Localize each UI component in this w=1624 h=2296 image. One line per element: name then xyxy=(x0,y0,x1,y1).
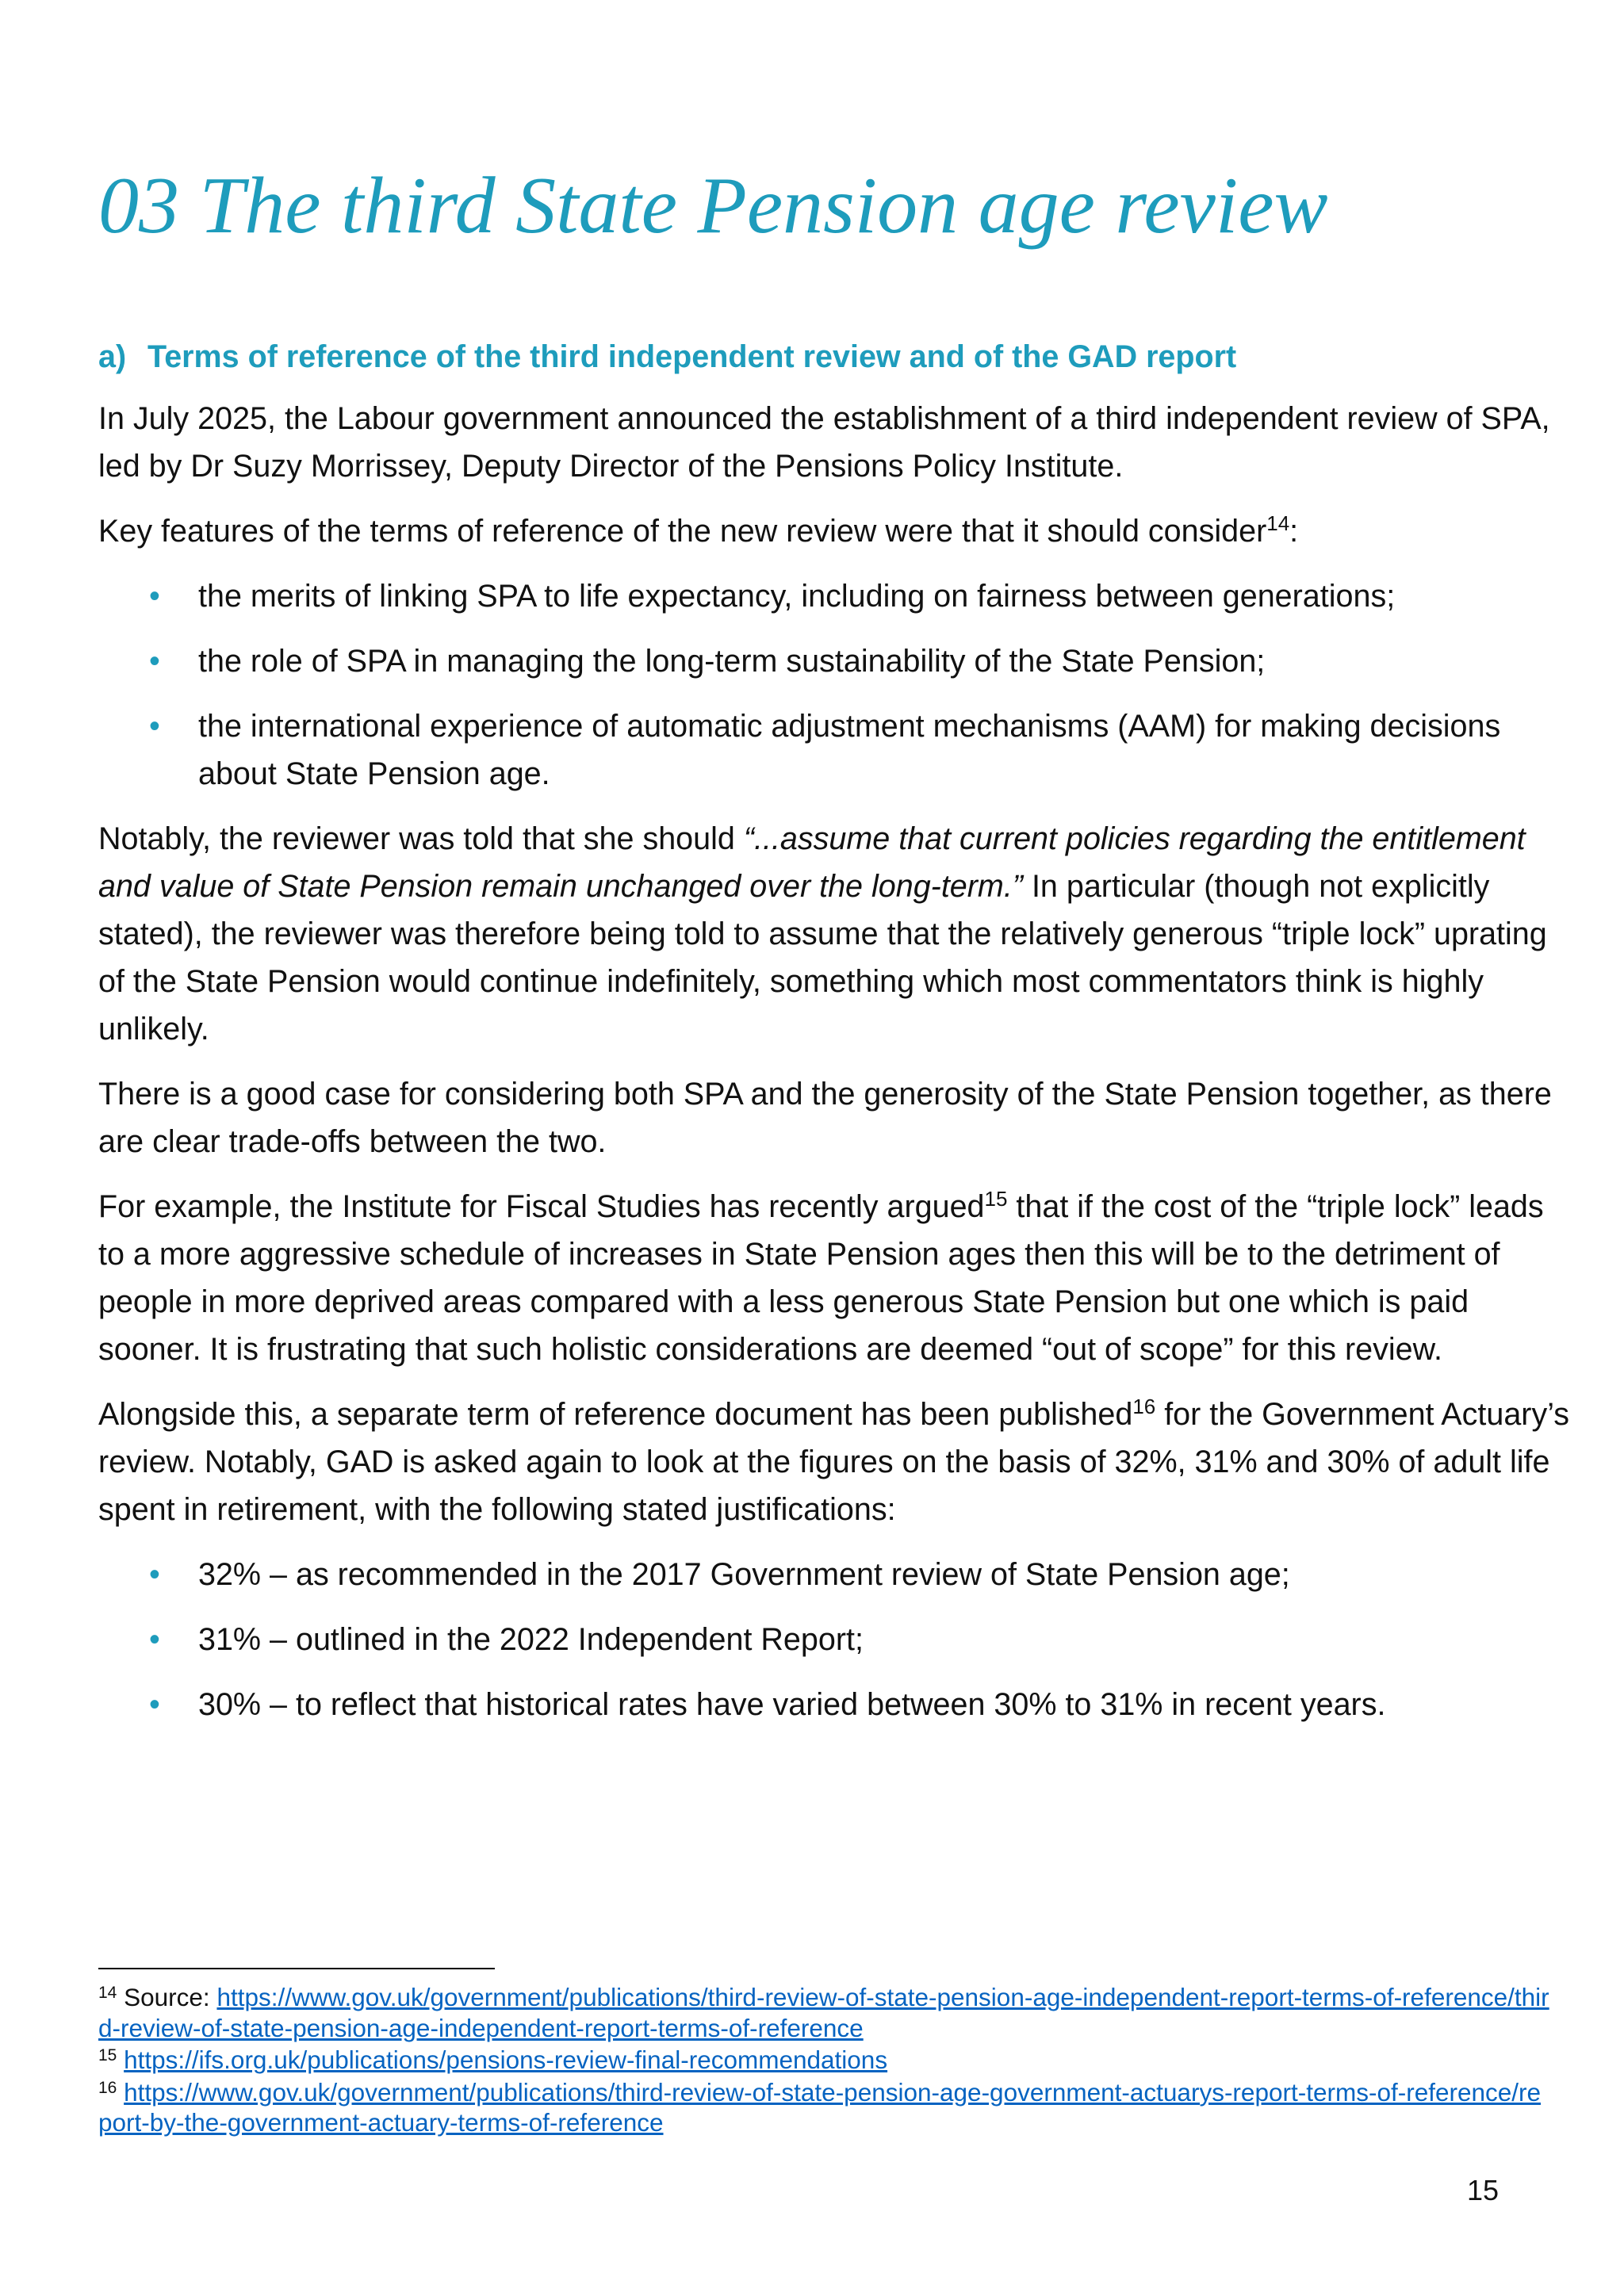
footnote-link[interactable]: https://www.gov.uk/government/publications/third-review-of-state-pension-age-independent-report-terms-of-reference/third-review-of-state-pension-age-independent-report-terms-of-reference xyxy=(98,1983,1549,2042)
list-item xyxy=(98,1681,1573,1728)
paragraph xyxy=(98,507,1573,555)
paragraph-text: that if the cost of the “triple lock” leads to a more aggressive schedule of increases in State Pension ages then this will be to the detriment of people in more deprived areas compared with a less generous State Pension but one which is paid sooner. It is frustrating that such holistic considerations are deemed “out of scope” for this review. xyxy=(98,1189,1544,1367)
subheading-number: a) xyxy=(98,339,127,374)
page-number: 15 xyxy=(1467,2174,1500,2206)
footnote-ref: 14 xyxy=(1266,511,1290,535)
list-item xyxy=(98,572,1573,620)
bullet-list-justifications xyxy=(98,1551,1573,1728)
paragraph xyxy=(98,815,1573,1053)
list-item xyxy=(98,1551,1573,1598)
paragraph: In July 2025, the Labour government announced the establishment of a third independent review of SPA, led by Dr Suzy Morrissey, Deputy Director of the Pensions Policy Institute. xyxy=(98,401,1550,484)
subheading-text: Terms of reference of the third independent review and of the GAD report xyxy=(147,339,1237,374)
section-subheading xyxy=(98,339,1236,375)
bullet-icon: • xyxy=(149,1622,160,1657)
footnote-number: 14 xyxy=(98,1984,117,2002)
bullet-icon: • xyxy=(149,709,160,744)
bullet-icon: • xyxy=(149,579,160,614)
paragraph-text: for the Government Actuary’s review. Notably, GAD is asked again to look at the figures on the basis of 32%, 31% and 30% of adult life spent in retirement, with the following stated justifications: xyxy=(98,1397,1570,1527)
body-text xyxy=(98,395,1573,1746)
footnote xyxy=(98,1982,1549,2043)
paragraph xyxy=(98,1391,1573,1533)
bullet-icon: • xyxy=(149,1557,160,1592)
footnote-number: 15 xyxy=(98,2046,117,2064)
bullet-icon: • xyxy=(149,644,160,679)
paragraph-text: Notably, the reviewer was told that she should xyxy=(98,821,744,856)
paragraph: There is a good case for considering both SPA and the generosity of the State Pension together, as there are clear trade-offs between the two. xyxy=(98,1077,1552,1159)
quoted-text: “...assume that current policies regarding the entitlement and value of State Pension remain unchanged over the long-term.” xyxy=(98,821,1526,904)
list-item xyxy=(98,637,1573,685)
list-item-text: 31% – outlined in the 2022 Independent Report; xyxy=(198,1622,864,1657)
footnote xyxy=(98,2045,1549,2076)
footnote-link[interactable]: https://ifs.org.uk/publications/pensions-review-final-recommendations xyxy=(124,2045,888,2074)
footnote-ref: 15 xyxy=(984,1187,1008,1211)
footnote xyxy=(98,2077,1549,2138)
list-item xyxy=(98,1616,1573,1663)
footnote-divider xyxy=(98,1968,495,1969)
footnote-link[interactable]: https://www.gov.uk/government/publications/third-review-of-state-pension-age-government-actuarys-report-terms-of-reference/report-by-the-government-actuary-terms-of-reference xyxy=(98,2077,1542,2137)
list-item-text: the merits of linking SPA to life expectancy, including on fairness between generations; xyxy=(198,579,1396,614)
paragraph-text: For example, the Institute for Fiscal Studies has recently argued xyxy=(98,1189,985,1224)
footnotes xyxy=(98,1982,1549,2140)
paragraph-text: Key features of the terms of reference of the new review were that it should consider xyxy=(98,514,1267,549)
paragraph-suffix: : xyxy=(1289,514,1299,549)
paragraph-text: In particular (though not explicitly stated), the reviewer was therefore being told to assume that the relatively generous “triple lock” uprating of the State Pension would continue indefinitely, something which most commentators think is highly unlikely. xyxy=(98,869,1547,1047)
list-item-text: the role of SPA in managing the long-term sustainability of the State Pension; xyxy=(198,644,1266,679)
footnote-ref: 16 xyxy=(1132,1395,1156,1418)
page-title: 03 The third State Pension age review xyxy=(98,161,1328,251)
list-item-text: 30% – to reflect that historical rates have varied between 30% to 31% in recent years. xyxy=(198,1687,1386,1722)
list-item xyxy=(98,702,1573,798)
paragraph-text: Alongside this, a separate term of reference document has been published xyxy=(98,1397,1133,1432)
list-item-text: 32% – as recommended in the 2017 Government review of State Pension age; xyxy=(198,1557,1290,1592)
paragraph xyxy=(98,1183,1573,1373)
list-item-text: the international experience of automatic adjustment mechanisms (AAM) for making decisions about State Pension age. xyxy=(198,709,1501,791)
footnote-prefix: Source: xyxy=(124,1983,217,2011)
bullet-icon: • xyxy=(149,1687,160,1722)
footnote-number: 16 xyxy=(98,2078,117,2097)
bullet-list-terms xyxy=(98,572,1573,798)
